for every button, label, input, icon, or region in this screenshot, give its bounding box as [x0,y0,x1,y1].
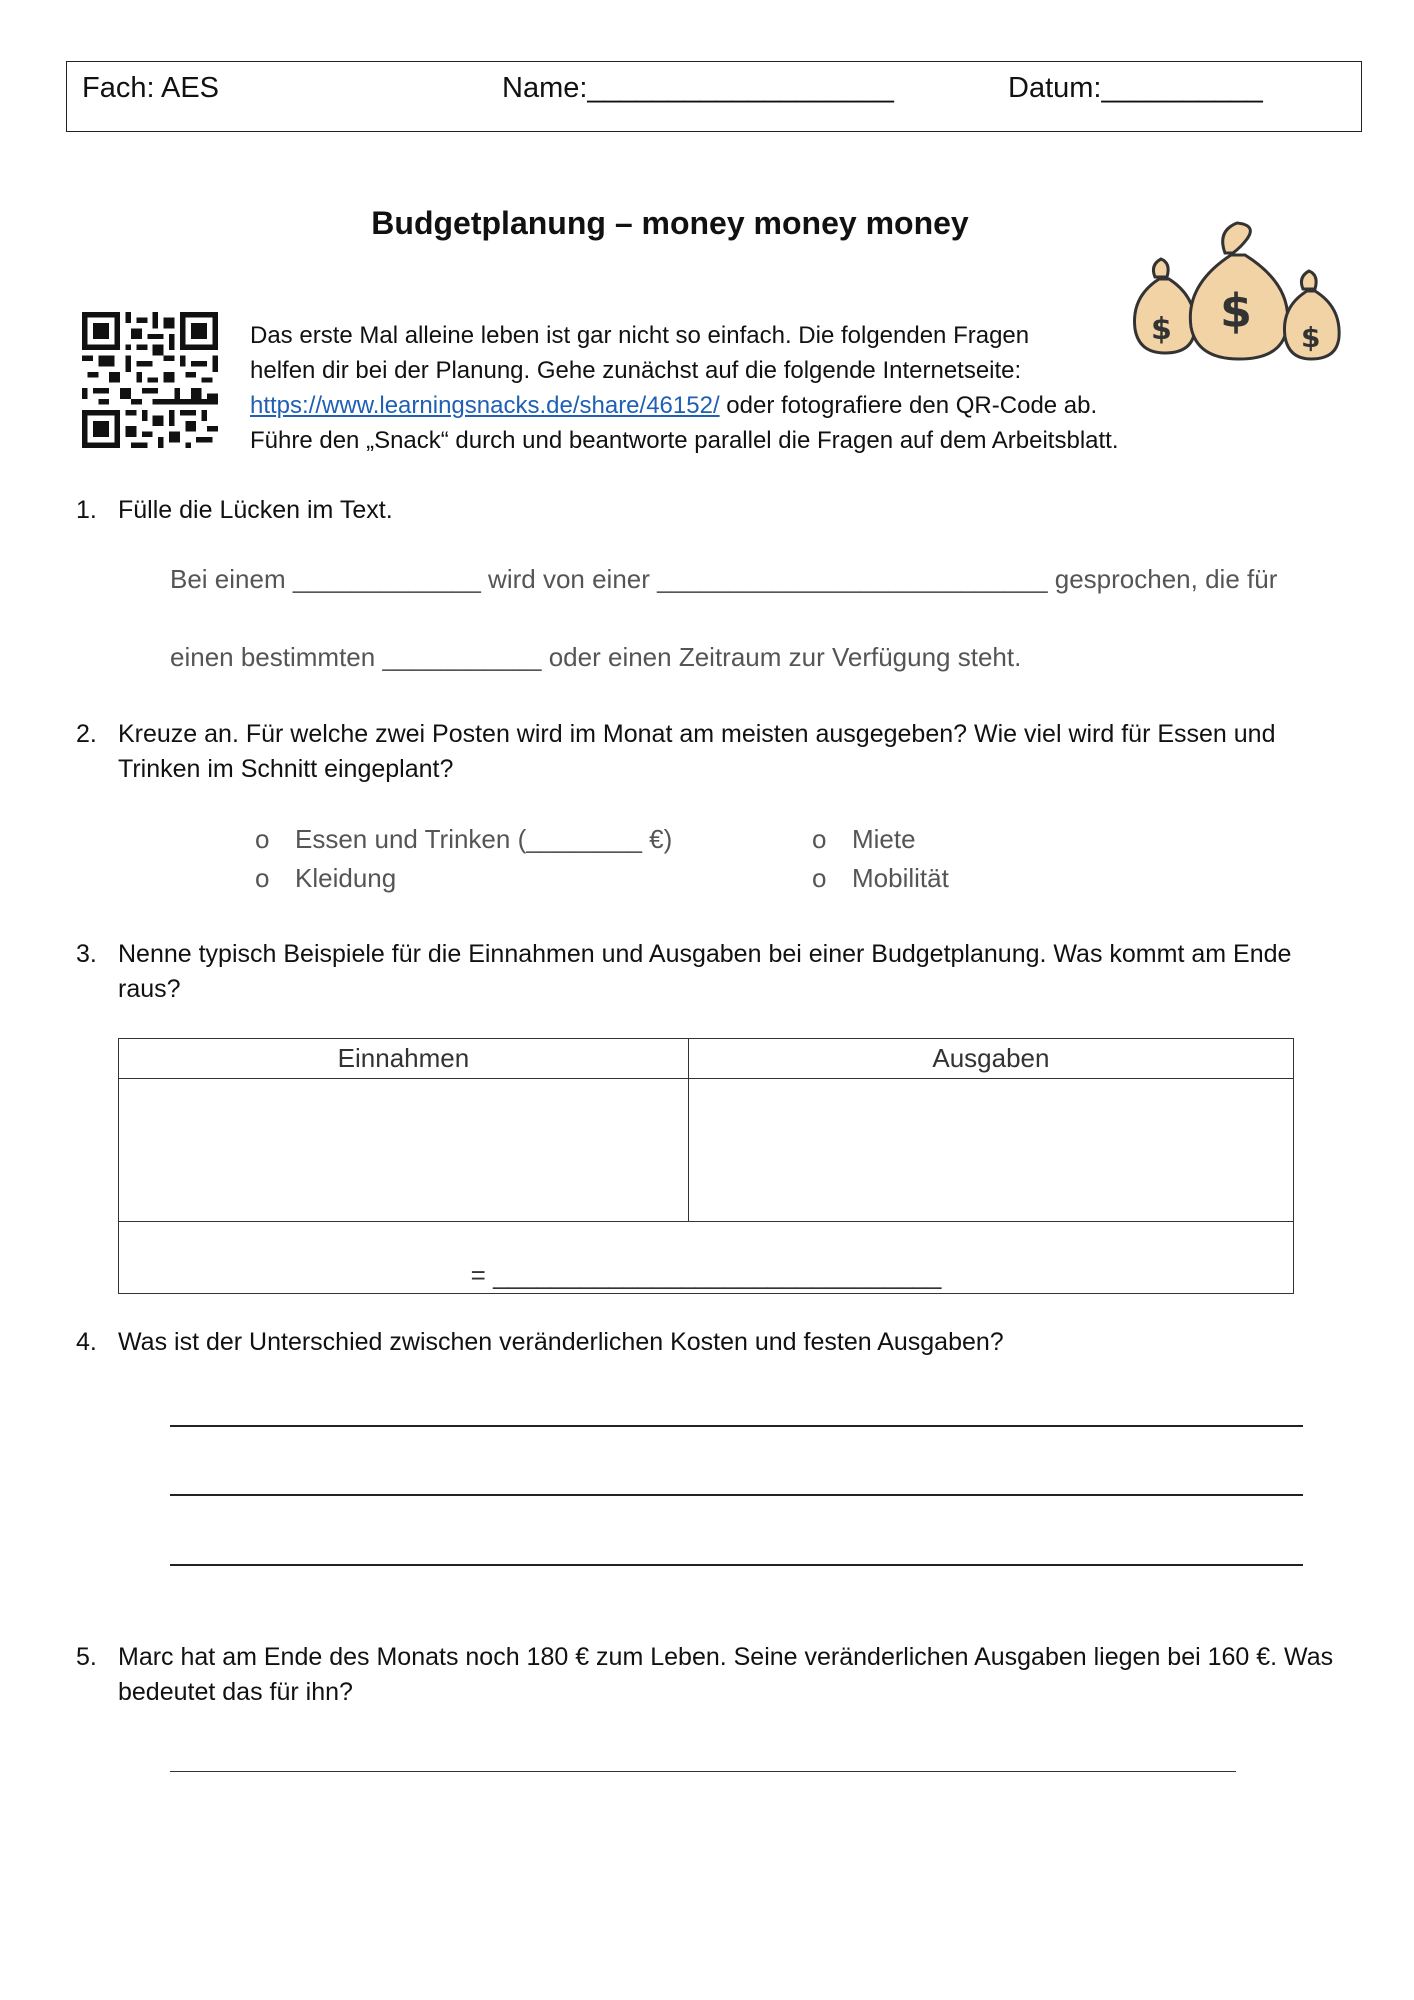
income-cell[interactable] [119,1079,689,1222]
date-field[interactable]: Datum:__________ [1008,72,1263,104]
svg-text:$: $ [1220,284,1253,338]
answer-line-4-1[interactable] [170,1425,1303,1427]
name-field[interactable]: Name:___________________ [502,72,894,104]
intro-line-4: Führe den „Snack“ durch und beantworte parallel die Fragen auf dem Arbeitsblatt. [250,427,1119,454]
learningsnacks-link[interactable]: https://www.learningsnacks.de/share/46152/ [250,392,720,419]
question-5: 5. Marc hat am Ende des Monats noch 180 € zum Leben. Seine veränderlichen Ausgaben liegen bei 160 €. Was bedeutet das für ihn? [76,1643,1334,1706]
checkbox-circle-icon[interactable]: o [255,824,270,854]
answer-line-4-3[interactable] [170,1564,1303,1566]
result-row[interactable]: = _______________________________ [119,1222,1294,1294]
answer-line-5[interactable] [170,1771,1236,1772]
option-mobilitaet[interactable]: o Mobilität [812,863,949,893]
cloze-line-1[interactable]: Bei einem _____________ wird von einer ___________________________ gesprochen, die für [170,564,1278,594]
question-2: 2. Kreuze an. Für welche zwei Posten wird im Monat am meisten ausgegeben? Wie viel wird für Essen und Trinken im Schnitt eingeplant? [76,720,1276,783]
expenses-cell[interactable] [688,1079,1293,1222]
expenses-header: Ausgaben [688,1039,1293,1079]
svg-text:$: $ [1151,312,1172,347]
cloze-line-2[interactable]: einen bestimmten ___________ oder einen Zeitraum zur Verfügung steht. [170,642,1022,672]
checkbox-circle-icon[interactable]: o [812,824,827,854]
option-essen-trinken[interactable]: o Essen und Trinken (________ €) [255,824,673,854]
answer-line-4-2[interactable] [170,1494,1303,1496]
option-miete[interactable]: o Miete [812,824,916,854]
option-kleidung[interactable]: o Kleidung [255,863,397,893]
intro-line-3: https://www.learningsnacks.de/share/46152/ oder fotografiere den QR-Code ab. [250,392,1098,419]
intro-line-2: helfen dir bei der Planung. Gehe zunächst auf die folgende Internetseite: [250,357,1022,384]
subject-label: Fach: AES [82,72,220,104]
question-4: 4. Was ist der Unterschied zwischen veränderlichen Kosten und festen Ausgaben? [76,1328,1004,1356]
svg-text:$: $ [1301,321,1321,354]
qr-code-icon [82,312,218,448]
budget-table [118,1038,1294,1294]
income-header: Einnahmen [119,1039,689,1079]
question-3: 3. Nenne typisch Beispiele für die Einnahmen und Ausgaben bei einer Budgetplanung. Was kommt am Ende raus? [76,940,1292,1003]
question-1: 1. Fülle die Lücken im Text. [76,496,393,524]
page-title: Budgetplanung – money money money [371,205,969,241]
intro-text [250,318,1250,458]
checkbox-circle-icon[interactable]: o [812,863,827,893]
intro-line-1: Das erste Mal alleine leben ist gar nicht so einfach. Die folgenden Fragen [250,322,1030,349]
checkbox-circle-icon[interactable]: o [255,863,270,893]
